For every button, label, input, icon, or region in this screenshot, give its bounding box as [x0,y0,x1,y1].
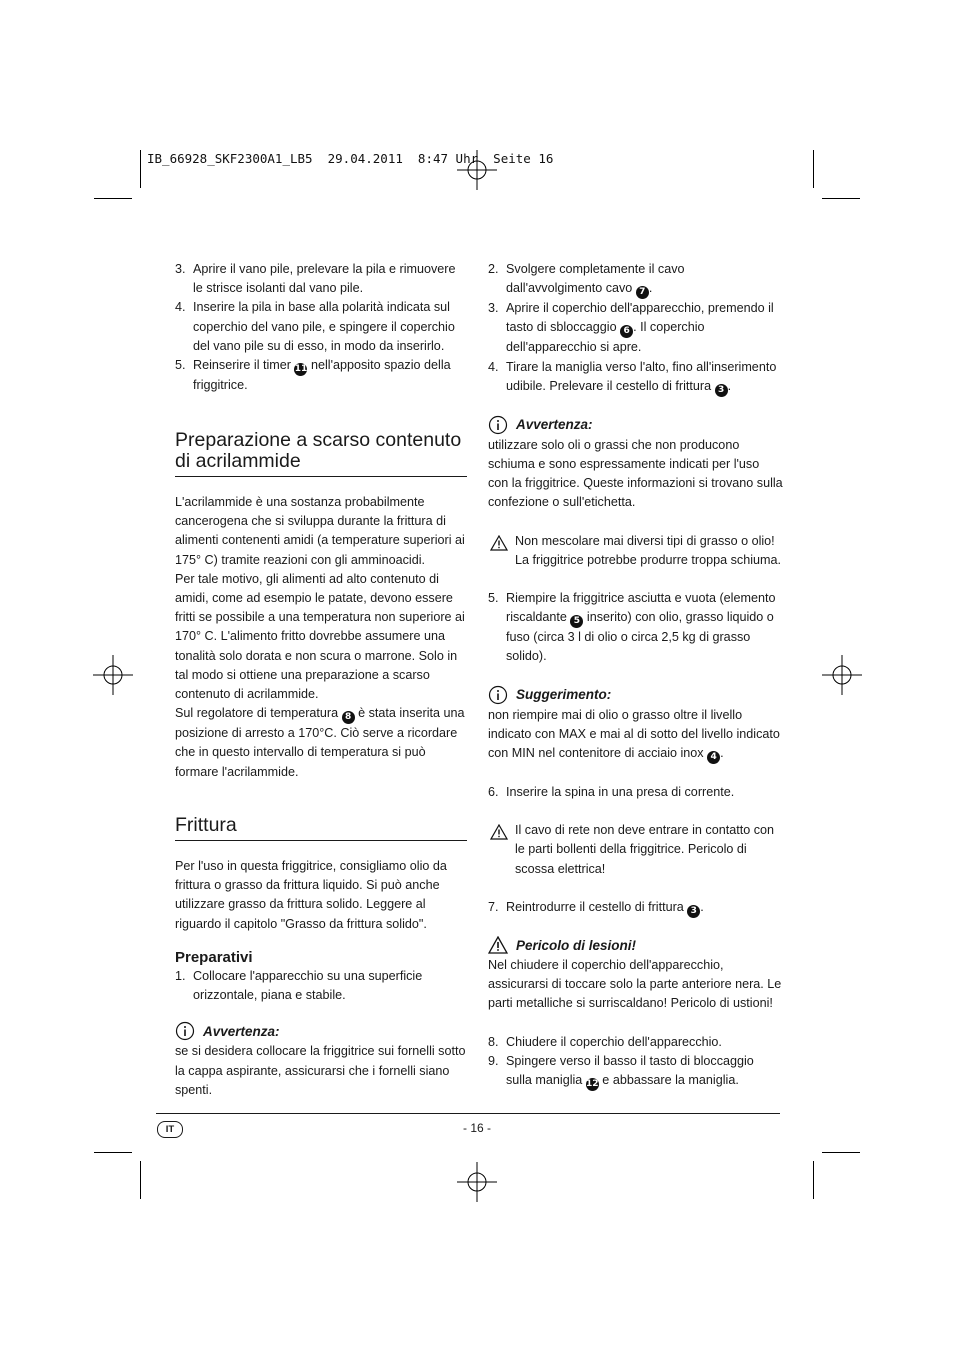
paragraph: Per tale motivo, gli alimenti ad alto contenuto di amidi, come ad esempio le patate, devono essere fritti se possibile a una temperatura non superiore ai 170° C. L'alimento fritto dovrebbe assumere una tonalità solo dorata e non scura o marrone. Solo in tal modo si ottiene una preparazione a scarso contenuto di acrilammide. [175,571,465,702]
section-title: Frittura [175,815,467,841]
crop-mark [822,1152,860,1153]
registration-mark-icon [93,655,133,695]
list-item: 5. Reinserire il timer 11 nell'apposito spazio della friggitrice. [175,358,451,393]
subsection-title: Preparativi [175,948,253,966]
crop-mark [140,150,141,188]
crop-mark [813,1161,814,1199]
registration-mark-icon [457,1162,497,1202]
list-item: 5. Riempire la friggitrice asciutta e vuota (elemento riscaldante 5 inserito) con olio, grasso liquido o fuso (circa 3 l di olio o circa 2,5 kg di grasso solido). [488,591,776,664]
list-item: 3. Aprire il vano pile, prelevare la pila e rimuovere le strisce isolanti dal vano pile. [175,262,456,296]
warning-triangle-icon [488,936,508,954]
warning-triangle-icon [490,824,508,840]
section-title: Preparazione a scarso contenuto di acrilammide [175,430,467,477]
part-number-badge: 12 [586,1079,599,1090]
list-item: 1. Collocare l'apparecchio su una superficie orizzontale, piana e stabile. [175,969,423,1003]
page-number: - 16 - [462,1121,491,1135]
note-text: utilizzare solo oli o grassi che non producono schiuma e sono espressamente indicati per l'uso con la friggitrice. Queste informazioni si trovano sulla confezione o sull'etichetta. [488,437,783,510]
danger-text: Nel chiudere il coperchio dell'apparecchio, assicurarsi di toccare solo la parte anteriore nera. Le parti metalliche si surriscaldano! Pericolo di ustioni! [488,958,782,1011]
info-icon [488,415,508,435]
part-number-badge: 3 [687,905,700,918]
warning-block: Il cavo di rete non deve entrare in contatto con le parti bollenti della friggitrice. Pericolo di scossa elettrica! [488,821,783,879]
crop-mark [813,150,814,188]
warning-block: Non mescolare mai diversi tipi di grasso o olio! La friggitrice potrebbe produrre troppa schiuma. [488,532,783,570]
note-text: se si desidera collocare la friggitrice sui fornelli sotto la cappa aspirante, assicurarsi che i fornelli siano spenti. [175,1044,466,1097]
warning-triangle-icon [490,535,508,551]
note-heading: Avvertenza: [175,1021,467,1041]
left-column [175,260,467,395]
danger-heading: Pericolo di lesioni! [488,936,783,955]
part-number-badge: 11 [294,364,308,375]
note-text: non riempire mai di olio o grasso oltre il livello indicato con MAX e mai al di sotto del livello indicato con MIN nel contenitore di acciaio inox 4 . [488,707,780,763]
part-number-badge: 3 [715,384,728,397]
list-item: 7. Reintrodurre il cestello di frittura 3 . [488,899,704,916]
info-icon [175,1021,195,1041]
crop-mark [140,1161,141,1199]
part-number-badge: 4 [707,751,720,764]
list-item: 4. Tirare la maniglia verso l'alto, fino all'inserimento udibile. Prelevare il cestello di frittura 3 . [488,359,777,395]
section-frittura [175,815,467,1100]
paragraph: Sul regolatore di temperatura 8 è stata inserita una posizione di arresto a 170°C. Ciò serve a ricordare che in questo intervallo di temperatura si può formare l'acrilammide. [175,706,465,779]
list-item: 4. Inserire la pila in base alla polarità indicata sul coperchio del vano pile, e spingere il coperchio del vano pile su di esso, in modo da inserirlo. [175,300,455,353]
part-number-badge: 6 [620,325,633,338]
registration-mark-icon [457,150,497,190]
section-acrylamide [175,430,467,782]
list-item: 6. Inserire la spina in una presa di corrente. [488,785,735,800]
paragraph: Per l'uso in questa friggitrice, consigliamo olio da frittura o grasso da frittura liquido. Si può anche utilizzare grasso da frittura solido. Leggere al riguardo il capitolo "Grasso da frittura solido". [175,859,447,931]
crop-mark [94,1152,132,1153]
info-icon [488,685,508,705]
note-heading: Suggerimento: [488,685,783,705]
list-item: 9. Spingere verso il basso il tasto di bloccaggio sulla maniglia 12 e abbassare la maniglia. [488,1053,754,1090]
language-badge: IT [157,1121,183,1138]
part-number-badge: 7 [636,286,649,299]
footer-divider [156,1113,780,1114]
crop-mark [822,198,860,199]
crop-mark [94,198,132,199]
print-slug: IB_66928_SKF2300A1_LB5 29.04.2011 8:47 Uhr Seite 16 [147,151,554,166]
paragraph: L'acrilammide è una sostanza probabilmente cancerogena che si sviluppa durante la frittura di alimenti contenenti amidi (a temperature superiori ai 175° C) tramite reazioni con gli amminoacidi. [175,495,465,567]
list-item: 2. Svolgere completamente il cavo dall'avvolgimento cavo 7 . [488,262,685,298]
right-column [488,260,783,1091]
note-heading: Avvertenza: [488,415,783,435]
part-number-badge: 5 [570,615,583,628]
list-item: 3. Aprire il coperchio dell'apparecchio, premendo il tasto di sbloccaggio 6 . Il coperchio dell'apparecchio si apre. [488,301,774,355]
registration-mark-icon [822,655,862,695]
part-number-badge: 8 [342,711,355,724]
list-item: 8. Chiudere il coperchio dell'apparecchio. [488,1034,722,1049]
